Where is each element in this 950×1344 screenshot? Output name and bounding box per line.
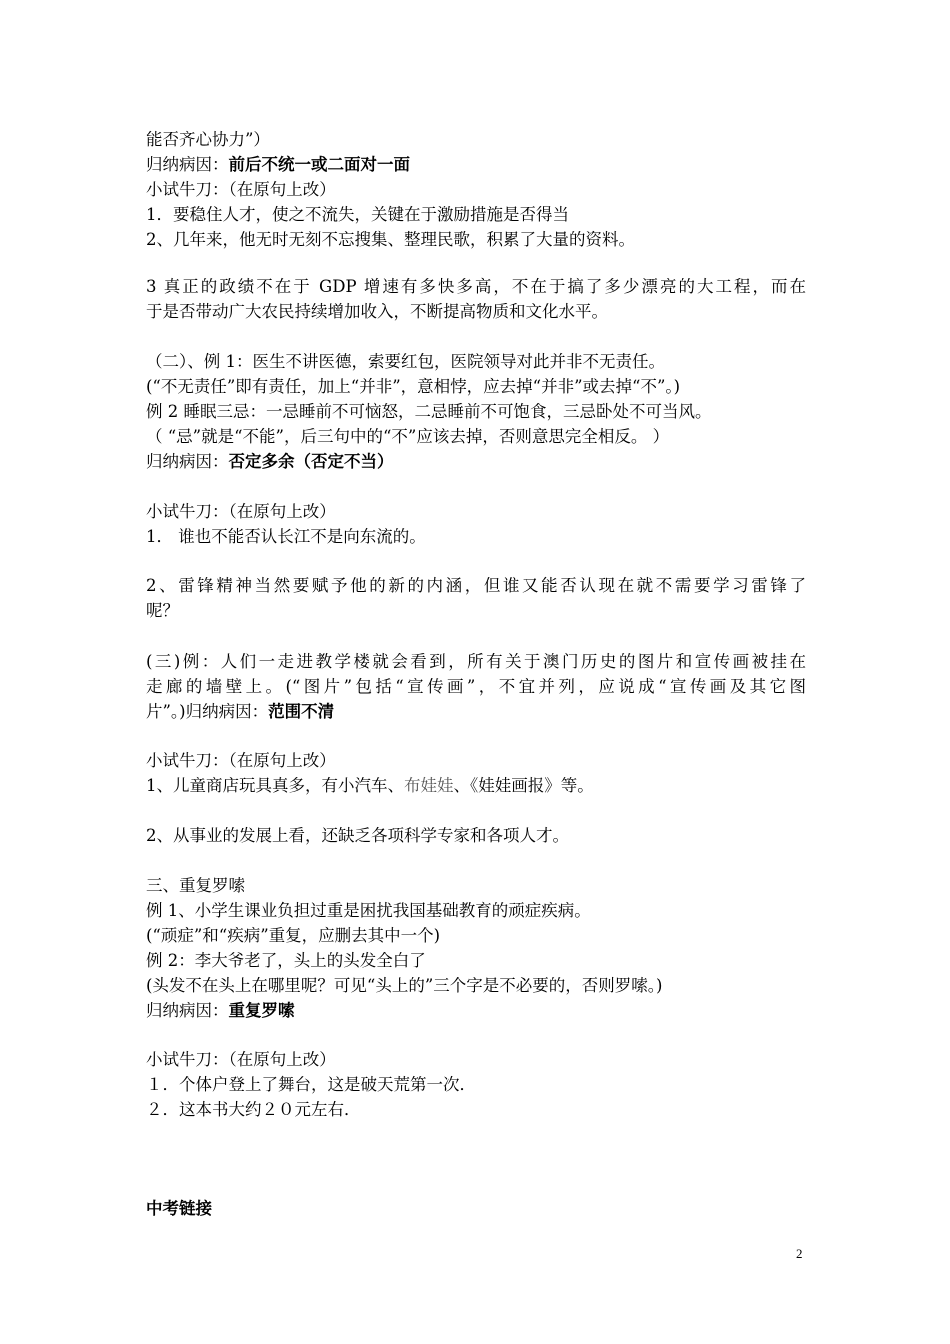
text-line: 呢？ bbox=[146, 601, 179, 620]
exercise-item: 3 真正的政绩不在于 GDP 增速有多快多高，不在于搞了多少漂亮的大工程，而在 bbox=[146, 277, 806, 296]
example-line: 例 1、小学生课业负担过重是困扰我国基础教育的顽症疾病。 bbox=[146, 901, 591, 920]
highlighted-text: 布娃娃 bbox=[404, 776, 454, 795]
summary-label: 片”。)归纳病因： bbox=[146, 702, 269, 721]
exercise-item: 1、儿童商店玩具真多，有小汽车、布娃娃、《娃娃画报》等。 bbox=[146, 776, 594, 795]
exercise-item: 1．要稳住人才，使之不流失，关键在于激励措施是否得当 bbox=[146, 205, 569, 224]
exercise-item: 2、雷锋精神当然要赋予他的新的内涵，但谁又能否认现在就不需要学习雷锋了 bbox=[146, 576, 806, 595]
explanation-line: (“顽症”和“疾病”重复，应删去其中一个) bbox=[146, 926, 441, 945]
explanation-line: 走廊的墙壁上。(“图片”包括“宣传画”，不宜并列，应说成“宣传画及其它图 bbox=[146, 677, 806, 696]
summary-label: 归纳病因： bbox=[146, 452, 229, 471]
exercise-heading: 小试牛刀：（在原句上改） bbox=[146, 180, 336, 199]
exercise-item: 2、从事业的发展上看，还缺乏各项科学专家和各项人才。 bbox=[146, 826, 569, 845]
page-number: 2 bbox=[796, 1246, 803, 1261]
exercise-item: 2、几年来，他无时无刻不忘搜集、整理民歌，积累了大量的资料。 bbox=[146, 230, 635, 249]
explanation-line: (“不无责任”即有责任，加上“并非”，意相悖，应去掉“并非”或去掉“不”。) bbox=[146, 377, 681, 396]
exercise-heading: 小试牛刀：（在原句上改） bbox=[146, 751, 336, 770]
example-line: 例 2 睡眠三忌：一忌睡前不可恼怒，二忌睡前不可饱食，三忌卧处不可当风。 bbox=[146, 402, 712, 421]
explanation-line: （ “忌”就是“不能”，后三句中的“不”应该去掉，否则意思完全相反。 ） bbox=[146, 427, 670, 446]
exercise-item: １．个体户登上了舞台，这是破天荒第一次． bbox=[146, 1075, 476, 1094]
example-line: (三)例：人们一走进教学楼就会看到，所有关于澳门历史的图片和宣传画被挂在 bbox=[146, 652, 806, 671]
summary-line bbox=[146, 450, 394, 474]
summary-cause: 否定多余（否定不当） bbox=[228, 452, 394, 471]
summary-label: 归纳病因： bbox=[146, 155, 229, 174]
summary-line bbox=[146, 153, 410, 177]
summary-cause: 范围不清 bbox=[268, 702, 335, 721]
summary-cause: 前后不统一或二面对一面 bbox=[228, 155, 410, 174]
explanation-line: (头发不在头上在哪里呢？可见“头上的”三个字是不必要的，否则罗嗦。) bbox=[146, 976, 663, 995]
text-line: 于是否带动广大农民持续增加收入，不断提高物质和文化水平。 bbox=[146, 302, 608, 321]
exercise-item: 1． 谁也不能否认长江不是向东流的。 bbox=[146, 527, 426, 546]
exercise-item: ２．这本书大约２０元左右． bbox=[146, 1100, 361, 1119]
summary-cause: 重复罗嗦 bbox=[228, 1001, 295, 1020]
example-line: 例 2：李大爷老了，头上的头发全白了 bbox=[146, 951, 426, 970]
summary-line bbox=[146, 700, 334, 724]
section-heading-bold: 中考链接 bbox=[146, 1199, 212, 1218]
section-heading: 三、重复罗嗦 bbox=[146, 876, 245, 895]
summary-label: 归纳病因： bbox=[146, 1001, 229, 1020]
summary-line bbox=[146, 999, 295, 1023]
exercise-heading: 小试牛刀：（在原句上改） bbox=[146, 1050, 336, 1069]
text-line: 能否齐心协力”） bbox=[146, 130, 270, 149]
exercise-heading: 小试牛刀：（在原句上改） bbox=[146, 502, 336, 521]
example-line: （二）、例 1：医生不讲医德，索要红包，医院领导对此并非不无责任。 bbox=[146, 352, 665, 371]
